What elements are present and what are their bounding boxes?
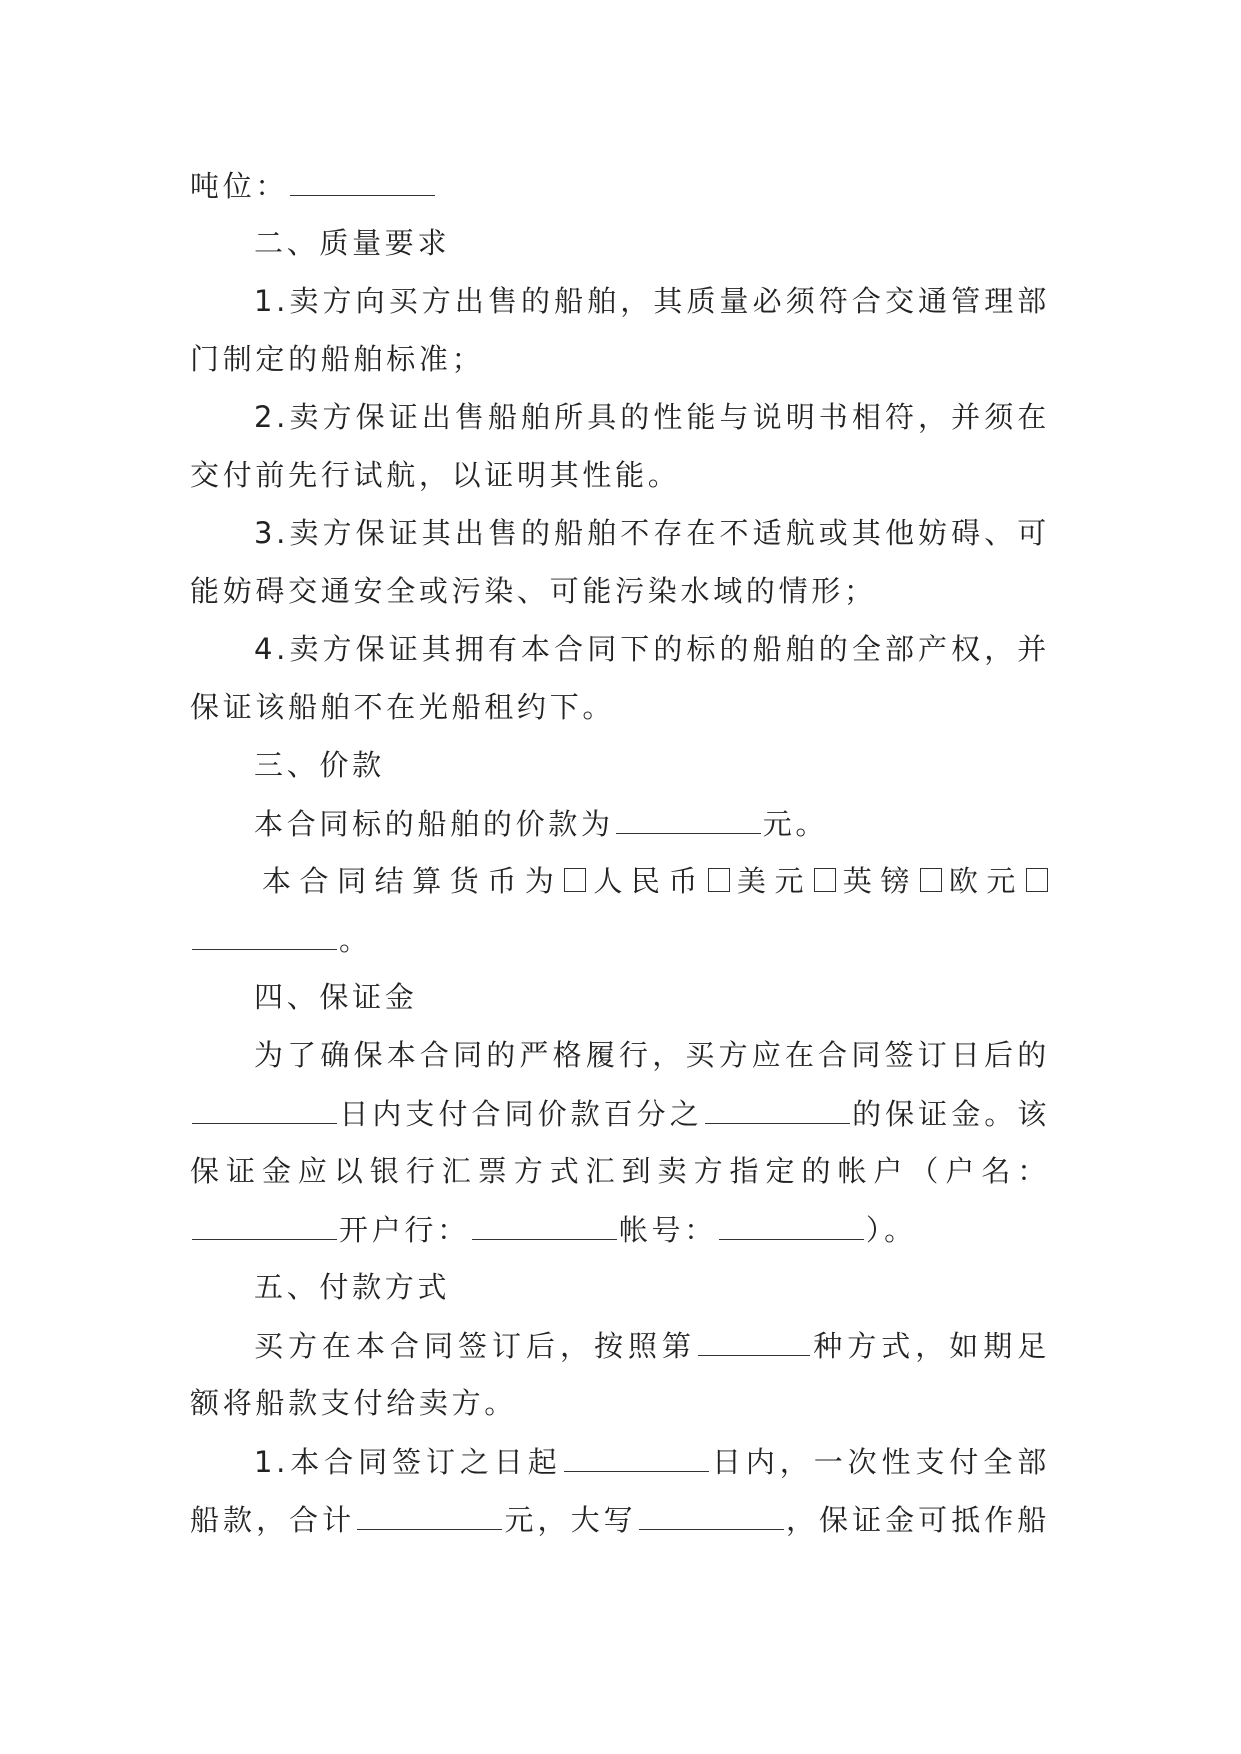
currency-rmb: 人民币: [588, 864, 707, 898]
checkbox-other[interactable]: [1026, 868, 1048, 892]
quality-clause-4-line-2: 保证该船舶不在光船租约下。: [190, 690, 616, 724]
account-line-end: ）。: [865, 1213, 917, 1247]
account-line: [190, 1209, 1050, 1250]
price-text: 本合同标的船舶的价款为: [254, 807, 614, 841]
deposit-line-3: 保证金应以银行汇票方式汇到卖方指定的帐户（户名：: [190, 1154, 1050, 1188]
section-4-heading: 四、保证金: [254, 980, 418, 1014]
currency-other-line: [190, 919, 1050, 960]
price-unit: 元。: [762, 807, 829, 841]
currency-other-blank: [192, 919, 337, 950]
deposit-days-text: 日内支付合同价款百分之: [339, 1097, 703, 1131]
currency-eur: 欧元: [944, 864, 1024, 898]
currency-gbp: 英镑: [838, 864, 918, 898]
payment-option-1-line-2: [190, 1499, 1050, 1540]
checkbox-eur[interactable]: [920, 868, 942, 892]
checkbox-usd[interactable]: [708, 868, 730, 892]
tonnage-blank: [290, 165, 435, 196]
capital-amount-blank: [639, 1499, 784, 1530]
currency-line: [262, 861, 1050, 901]
payment-option-1-line-1: [254, 1441, 1050, 1482]
section-3-heading: 三、价款: [254, 748, 385, 782]
quality-clause-2-line-2: 交付前先行试航，以证明其性能。: [190, 458, 681, 492]
quality-clause-1-line-2: 门制定的船舶标准；: [190, 342, 485, 376]
payment-method-text: 买方在本合同签订后，按照第: [254, 1329, 696, 1363]
quality-clause-3-line-1: 3.卖方保证其出售的船舶不存在不适航或其他妨碍、可: [254, 516, 1050, 550]
payment-method-text-2: 种方式，如期足: [812, 1329, 1050, 1363]
deposit-offset-text: ，保证金可抵作船: [785, 1503, 1050, 1537]
checkbox-gbp[interactable]: [814, 868, 836, 892]
total-amount-blank: [357, 1499, 502, 1530]
bank-blank: [472, 1209, 617, 1240]
price-blank: [616, 803, 761, 834]
deposit-percent-text: 的保证金。该: [851, 1097, 1050, 1131]
deposit-line-2: [190, 1093, 1050, 1134]
currency-usd: 美元: [732, 864, 813, 898]
tonnage-line: [190, 165, 1050, 206]
currency-text: 本合同结算货币为: [262, 864, 563, 898]
payment-option-1-text-2: 日内，一次性支付全部: [710, 1445, 1050, 1479]
bank-label: 开户行：: [339, 1213, 470, 1247]
deposit-percent-blank: [705, 1093, 850, 1124]
payment-option-1-text: 1.本合同签订之日起: [254, 1445, 562, 1479]
total-label: 船款，合计: [190, 1503, 356, 1537]
payment-line-2: 额将船款支付给卖方。: [190, 1386, 518, 1420]
quality-clause-3-line-2: 能妨碍交通安全或污染、可能污染水域的情形；: [190, 574, 877, 608]
checkbox-rmb[interactable]: [564, 868, 586, 892]
deposit-line-1: 为了确保本合同的严格履行，买方应在合同签订日后的: [254, 1038, 1050, 1072]
currency-other-end: 。: [339, 923, 372, 957]
section-2-heading: 二、质量要求: [254, 226, 451, 260]
tonnage-label: 吨位：: [190, 169, 289, 203]
quality-clause-2-line-1: 2.卖方保证出售船舶所具的性能与说明书相符，并须在: [254, 400, 1050, 434]
price-line: [254, 803, 1050, 844]
quality-clause-4-line-1: 4.卖方保证其拥有本合同下的标的船舶的全部产权，并: [254, 632, 1050, 666]
payment-line-1: [254, 1325, 1050, 1366]
payment-option-1-days-blank: [564, 1441, 709, 1472]
payment-method-blank: [698, 1325, 810, 1356]
deposit-days-blank: [192, 1093, 337, 1124]
account-name-blank: [192, 1209, 337, 1240]
section-5-heading: 五、付款方式: [254, 1270, 451, 1304]
quality-clause-1-line-1: 1.卖方向买方出售的船舶，其质量必须符合交通管理部: [254, 284, 1050, 318]
capital-label: 元，大写: [504, 1503, 637, 1537]
account-no-blank: [719, 1209, 864, 1240]
account-no-label: 帐号：: [618, 1213, 717, 1247]
